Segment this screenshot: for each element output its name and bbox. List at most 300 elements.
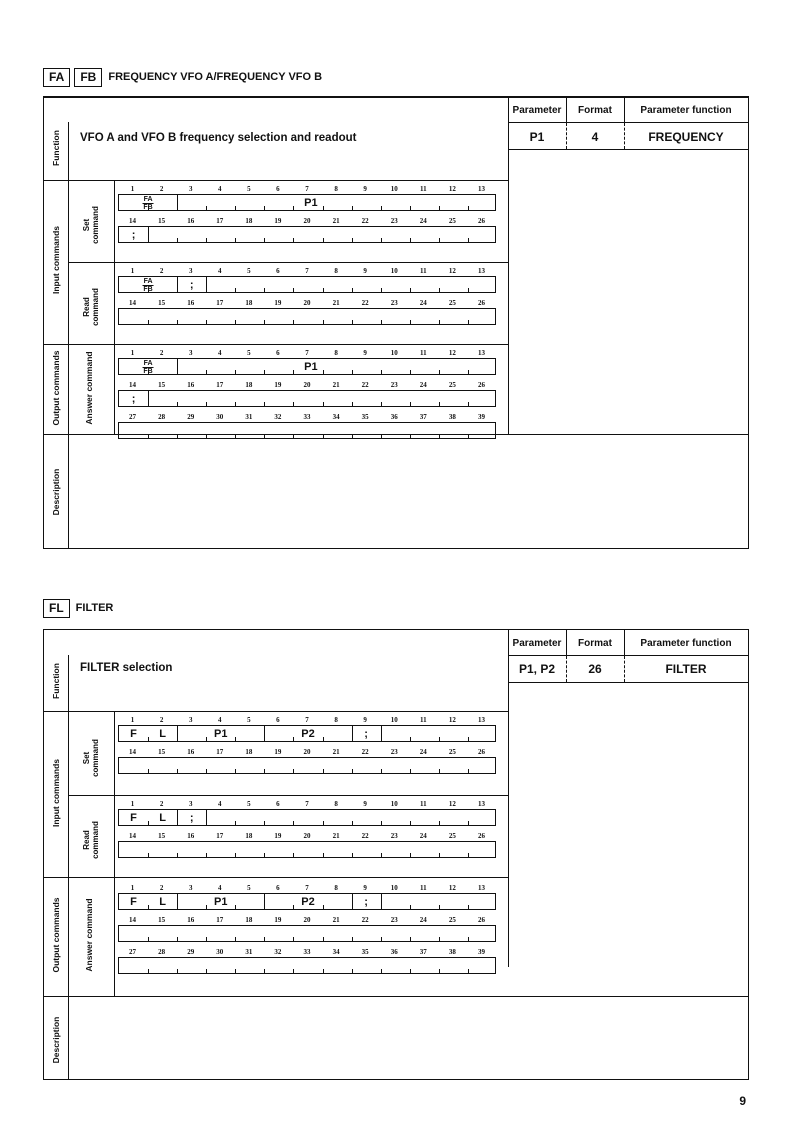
answer-command-label: Answer command xyxy=(84,351,94,425)
char-cell-row xyxy=(118,925,496,942)
cell-tick xyxy=(352,937,353,941)
output-commands-label: Output commands xyxy=(51,897,61,973)
fraction-fa-fb xyxy=(143,278,154,293)
char-position-number: 9 xyxy=(363,800,367,808)
field-separator xyxy=(177,195,178,210)
char-position-number: 24 xyxy=(419,832,427,840)
cell-tick xyxy=(206,434,207,438)
char-cell-row xyxy=(118,841,496,858)
set-command-grid xyxy=(118,716,496,790)
parameter-value: P1, P2 xyxy=(518,662,556,676)
cell-tick xyxy=(352,821,353,825)
char-cell-row xyxy=(118,308,496,325)
cell-tick xyxy=(439,853,440,857)
char-position-number: 17 xyxy=(216,916,224,924)
cell-tick xyxy=(381,821,382,825)
char-cell-row xyxy=(118,809,496,826)
command-table xyxy=(43,629,749,1080)
char-position-number: 13 xyxy=(477,349,485,357)
char-cell-row xyxy=(118,358,496,375)
cell-tick xyxy=(352,206,353,210)
char-position-number: 12 xyxy=(448,267,456,275)
char-position-number: 19 xyxy=(274,299,282,307)
field-separator xyxy=(381,726,382,741)
cell-tick xyxy=(381,370,382,374)
field-separator xyxy=(148,227,149,242)
cell-tick xyxy=(235,320,236,324)
char-position-number: 10 xyxy=(390,800,398,808)
char-position-number: 15 xyxy=(158,299,166,307)
char-position-number: 21 xyxy=(332,299,340,307)
char-position-number: 36 xyxy=(390,413,398,421)
cell-tick xyxy=(381,402,382,406)
set-command-label: Set command xyxy=(82,739,100,777)
cell-tick xyxy=(468,905,469,909)
char-position-number: 26 xyxy=(477,381,485,389)
cell-tick xyxy=(177,969,178,973)
cell-tick xyxy=(264,769,265,773)
cell-tick xyxy=(235,737,236,741)
char-position-number: 20 xyxy=(303,217,311,225)
char-position-number: 2 xyxy=(159,267,164,275)
char-position-number: 15 xyxy=(158,217,166,225)
field-separator xyxy=(177,894,178,909)
field-separator xyxy=(177,810,178,825)
fraction-top: FA xyxy=(143,360,153,367)
char-f: F xyxy=(130,812,137,824)
cell-tick xyxy=(410,434,411,438)
cell-tick xyxy=(264,238,265,242)
char-position-number: 11 xyxy=(419,716,427,724)
cell-tick xyxy=(206,969,207,973)
char-position-number: 17 xyxy=(216,381,224,389)
cell-tick xyxy=(148,969,149,973)
char-position-number: 20 xyxy=(303,299,311,307)
char-position-number: 23 xyxy=(390,299,398,307)
cell-tick xyxy=(439,402,440,406)
parameter-function-header: Parameter function xyxy=(640,638,732,649)
char-position-number: 24 xyxy=(419,381,427,389)
cell-tick xyxy=(323,769,324,773)
page-number: 9 xyxy=(739,1094,746,1108)
cell-tick xyxy=(235,402,236,406)
field-separator xyxy=(381,894,382,909)
cell-tick xyxy=(264,206,265,210)
char-position-number: 5 xyxy=(247,267,251,275)
cell-tick xyxy=(323,434,324,438)
p2-field: P2 xyxy=(301,728,315,740)
cell-tick xyxy=(148,434,149,438)
cell-tick xyxy=(235,853,236,857)
char-position-number: 22 xyxy=(361,381,369,389)
command-table xyxy=(43,96,749,549)
char-position-number: 37 xyxy=(419,948,427,956)
char-position-number: 10 xyxy=(390,716,398,724)
cell-tick xyxy=(323,821,324,825)
answer-command-grid xyxy=(118,349,496,433)
char-position-number: 2 xyxy=(159,800,164,808)
char-position-number: 1 xyxy=(130,349,135,357)
answer-command-label: Answer command xyxy=(84,898,94,972)
field-separator xyxy=(352,726,353,741)
char-position-number: 21 xyxy=(332,916,340,924)
field-separator xyxy=(206,277,207,292)
section-header xyxy=(43,598,113,618)
cell-tick xyxy=(264,853,265,857)
char-position-number: 16 xyxy=(187,217,195,225)
command-section-fa-fb xyxy=(43,67,749,551)
cell-tick xyxy=(439,434,440,438)
cell-tick xyxy=(148,905,149,909)
cell-tick xyxy=(206,320,207,324)
section-header xyxy=(43,67,322,87)
char-position-number: 3 xyxy=(188,716,193,724)
char-position-number: 7 xyxy=(305,800,309,808)
char-position-number: 5 xyxy=(247,800,251,808)
char-position-number: 19 xyxy=(274,217,282,225)
cell-tick xyxy=(235,905,236,909)
cell-tick xyxy=(264,402,265,406)
p1-field: P1 xyxy=(214,896,228,908)
char-position-number: 23 xyxy=(390,748,398,756)
char-position-number: 9 xyxy=(363,884,367,892)
char-position-number: 24 xyxy=(419,916,427,924)
char-position-number: 2 xyxy=(159,884,164,892)
cell-tick xyxy=(323,905,324,909)
cell-tick xyxy=(381,937,382,941)
char-position-number: 25 xyxy=(448,299,456,307)
char-position-number: 19 xyxy=(274,832,282,840)
cell-tick xyxy=(235,288,236,292)
cell-tick xyxy=(410,402,411,406)
cell-tick xyxy=(323,320,324,324)
cell-tick xyxy=(293,937,294,941)
char-position-number: 12 xyxy=(448,884,456,892)
cell-tick xyxy=(235,206,236,210)
cell-tick xyxy=(235,370,236,374)
char-position-number: 14 xyxy=(129,916,137,924)
cell-tick xyxy=(206,769,207,773)
char-position-number: 34 xyxy=(332,948,340,956)
char-position-number: 3 xyxy=(188,349,193,357)
cell-tick xyxy=(206,402,207,406)
cell-tick xyxy=(264,434,265,438)
field-separator xyxy=(206,810,207,825)
char-position-number: 17 xyxy=(216,299,224,307)
char-position-number: 9 xyxy=(363,349,367,357)
fraction-fa-fb xyxy=(143,360,154,375)
char-position-number: 8 xyxy=(334,884,338,892)
format-header: Format xyxy=(578,105,612,116)
char-position-number: 20 xyxy=(303,832,311,840)
field-separator xyxy=(264,894,265,909)
cell-tick xyxy=(410,238,411,242)
cell-tick xyxy=(293,402,294,406)
read-command-label: Read command xyxy=(82,288,100,326)
p2-field: P2 xyxy=(301,896,315,908)
cell-tick xyxy=(177,769,178,773)
cell-tick xyxy=(293,288,294,292)
cell-tick xyxy=(177,402,178,406)
p1-field: P1 xyxy=(214,728,228,740)
parameter-function-header: Parameter function xyxy=(640,105,732,116)
char-cell-row xyxy=(118,957,496,974)
cell-tick xyxy=(293,370,294,374)
cell-tick xyxy=(468,737,469,741)
char-position-number: 26 xyxy=(477,832,485,840)
field-separator xyxy=(177,359,178,374)
char-position-number: 10 xyxy=(390,884,398,892)
cell-tick xyxy=(148,769,149,773)
char-position-number: 16 xyxy=(187,832,195,840)
char-position-number: 11 xyxy=(419,349,427,357)
char-cell-row xyxy=(118,194,496,211)
char-position-number: 31 xyxy=(245,413,253,421)
fraction-bottom: FB xyxy=(143,204,153,211)
char-position-number: 2 xyxy=(159,185,164,193)
char-position-number: 15 xyxy=(158,748,166,756)
cell-tick xyxy=(381,853,382,857)
cell-tick xyxy=(323,370,324,374)
cell-tick xyxy=(264,821,265,825)
cell-tick xyxy=(352,434,353,438)
field-separator xyxy=(264,726,265,741)
char-position-number: 19 xyxy=(274,916,282,924)
input-commands-label: Input commands xyxy=(51,759,61,828)
char-position-number: 10 xyxy=(390,349,398,357)
cell-tick xyxy=(468,402,469,406)
cell-tick xyxy=(410,737,411,741)
char-position-number: 32 xyxy=(274,948,282,956)
char-l: L xyxy=(159,896,166,908)
cell-tick xyxy=(381,238,382,242)
read-command-grid xyxy=(118,800,496,874)
char-position-number: 29 xyxy=(187,948,195,956)
cell-tick xyxy=(352,288,353,292)
command-badge-fa: FA xyxy=(43,68,70,87)
char-position-number: 14 xyxy=(129,832,137,840)
char-position-number: 17 xyxy=(216,832,224,840)
cell-tick xyxy=(235,937,236,941)
cell-tick xyxy=(468,370,469,374)
char-position-number: 23 xyxy=(390,832,398,840)
char-position-number: 39 xyxy=(477,948,485,956)
char-position-number: 8 xyxy=(334,185,338,193)
char-position-number: 16 xyxy=(187,381,195,389)
input-commands-label: Input commands xyxy=(51,226,61,295)
char-position-number: 8 xyxy=(334,349,338,357)
cell-tick xyxy=(235,769,236,773)
char-position-number: 13 xyxy=(477,185,485,193)
cell-tick xyxy=(381,288,382,292)
cell-tick xyxy=(323,737,324,741)
answer-command-grid xyxy=(118,884,496,994)
output-commands-label: Output commands xyxy=(51,350,61,426)
char-position-number: 13 xyxy=(477,716,485,724)
parameter-value: P1 xyxy=(529,130,545,144)
char-position-number: 1 xyxy=(130,185,135,193)
cell-tick xyxy=(381,206,382,210)
cell-tick xyxy=(323,402,324,406)
char-position-number: 16 xyxy=(187,916,195,924)
field-separator xyxy=(148,391,149,406)
char-position-number: 21 xyxy=(332,748,340,756)
char-cell-row xyxy=(118,422,496,439)
cell-tick xyxy=(293,206,294,210)
cell-tick xyxy=(293,238,294,242)
cell-tick xyxy=(177,937,178,941)
char-position-number: 24 xyxy=(419,299,427,307)
semicolon: ; xyxy=(189,279,194,291)
fraction-top: FA xyxy=(143,278,153,285)
cell-tick xyxy=(206,737,207,741)
char-position-number: 4 xyxy=(218,716,222,724)
char-position-number: 16 xyxy=(187,299,195,307)
char-position-number: 18 xyxy=(245,381,253,389)
char-position-number: 25 xyxy=(448,381,456,389)
fraction-top: FA xyxy=(143,196,153,203)
char-position-number: 35 xyxy=(361,413,369,421)
char-position-number: 6 xyxy=(276,349,280,357)
char-position-number: 24 xyxy=(419,748,427,756)
cell-tick xyxy=(410,937,411,941)
format-value: 4 xyxy=(591,130,599,144)
char-position-number: 7 xyxy=(305,185,309,193)
char-position-number: 8 xyxy=(334,716,338,724)
char-position-number: 21 xyxy=(332,832,340,840)
char-f: F xyxy=(130,728,137,740)
cell-tick xyxy=(468,821,469,825)
char-position-number: 6 xyxy=(276,800,280,808)
char-position-number: 2 xyxy=(159,716,164,724)
char-position-number: 38 xyxy=(448,948,456,956)
cell-tick xyxy=(206,853,207,857)
char-position-number: 14 xyxy=(129,748,137,756)
char-position-number: 20 xyxy=(303,381,311,389)
cell-tick xyxy=(177,238,178,242)
cell-tick xyxy=(206,937,207,941)
char-cell-row xyxy=(118,893,496,910)
char-position-number: 22 xyxy=(361,916,369,924)
cell-tick xyxy=(177,320,178,324)
cell-tick xyxy=(468,288,469,292)
char-position-number: 23 xyxy=(390,916,398,924)
cell-tick xyxy=(293,969,294,973)
cell-tick xyxy=(439,238,440,242)
char-position-number: 22 xyxy=(361,217,369,225)
char-position-number: 18 xyxy=(245,217,253,225)
char-position-number: 11 xyxy=(419,267,427,275)
cell-tick xyxy=(235,821,236,825)
char-cell-row xyxy=(118,390,496,407)
char-position-number: 9 xyxy=(363,267,367,275)
char-position-number: 5 xyxy=(247,884,251,892)
cell-tick xyxy=(177,434,178,438)
cell-tick xyxy=(352,402,353,406)
char-position-number: 34 xyxy=(332,413,340,421)
char-position-number: 27 xyxy=(129,948,137,956)
cell-tick xyxy=(439,937,440,941)
char-position-number: 35 xyxy=(361,948,369,956)
cell-tick xyxy=(410,969,411,973)
char-position-number: 8 xyxy=(334,800,338,808)
char-position-number: 36 xyxy=(390,948,398,956)
parameter-function-value: FILTER xyxy=(665,662,707,676)
fraction-bottom: FB xyxy=(143,286,153,293)
char-position-number: 10 xyxy=(390,267,398,275)
char-position-number: 26 xyxy=(477,916,485,924)
char-position-number: 18 xyxy=(245,748,253,756)
char-position-number: 12 xyxy=(448,185,456,193)
char-position-number: 17 xyxy=(216,217,224,225)
command-badge-fb: FB xyxy=(74,68,102,87)
char-position-number: 18 xyxy=(245,916,253,924)
cell-tick xyxy=(293,320,294,324)
cell-tick xyxy=(410,853,411,857)
char-position-number: 29 xyxy=(187,413,195,421)
description-label: Description xyxy=(51,1016,61,1064)
cell-tick xyxy=(206,905,207,909)
char-cell-row xyxy=(118,276,496,293)
cell-tick xyxy=(323,206,324,210)
cell-tick xyxy=(264,288,265,292)
char-position-number: 25 xyxy=(448,217,456,225)
char-position-number: 20 xyxy=(303,916,311,924)
cell-tick xyxy=(293,905,294,909)
cell-tick xyxy=(323,969,324,973)
char-position-number: 3 xyxy=(188,800,193,808)
char-position-number: 13 xyxy=(477,267,485,275)
char-position-number: 22 xyxy=(361,299,369,307)
char-position-number: 5 xyxy=(247,716,251,724)
char-position-number: 22 xyxy=(361,748,369,756)
read-command-grid xyxy=(118,267,496,341)
char-cell-row xyxy=(118,226,496,243)
cell-tick xyxy=(352,320,353,324)
cell-tick xyxy=(264,370,265,374)
char-position-number: 23 xyxy=(390,217,398,225)
cell-tick xyxy=(264,969,265,973)
cell-tick xyxy=(439,969,440,973)
char-position-number: 28 xyxy=(158,413,166,421)
char-position-number: 12 xyxy=(448,349,456,357)
semicolon: ; xyxy=(131,229,136,241)
char-position-number: 30 xyxy=(216,948,224,956)
char-position-number: 8 xyxy=(334,267,338,275)
cell-tick xyxy=(439,905,440,909)
set-command-grid xyxy=(118,185,496,259)
char-position-number: 26 xyxy=(477,217,485,225)
char-position-number: 23 xyxy=(390,381,398,389)
char-position-number: 10 xyxy=(390,185,398,193)
cell-tick xyxy=(148,937,149,941)
char-position-number: 12 xyxy=(448,716,456,724)
char-position-number: 9 xyxy=(363,185,367,193)
section-title: FILTER xyxy=(75,602,114,614)
field-separator xyxy=(177,726,178,741)
char-position-number: 33 xyxy=(303,948,311,956)
char-position-number: 37 xyxy=(419,413,427,421)
command-section-fl xyxy=(43,598,749,1082)
cell-tick xyxy=(352,238,353,242)
field-separator xyxy=(352,894,353,909)
char-position-number: 11 xyxy=(419,185,427,193)
char-position-number: 6 xyxy=(276,185,280,193)
cell-tick xyxy=(323,288,324,292)
char-f: F xyxy=(130,896,137,908)
cell-tick xyxy=(410,320,411,324)
char-position-number: 7 xyxy=(305,884,309,892)
